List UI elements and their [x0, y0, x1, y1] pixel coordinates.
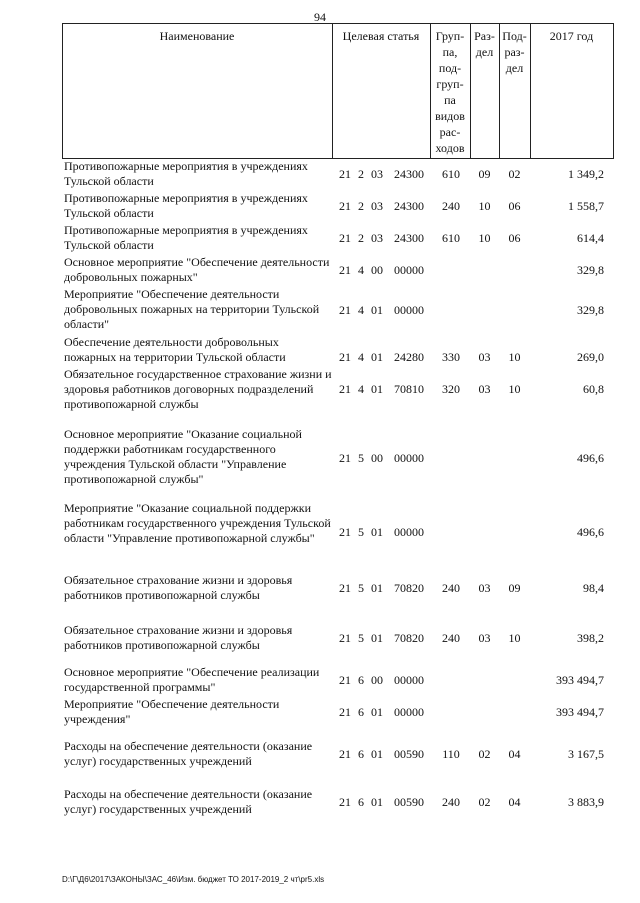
- code-program: 21: [339, 167, 351, 181]
- header-line: Раз-: [474, 29, 495, 43]
- code-direction: 00000: [394, 451, 424, 465]
- row-name: Основное мероприятие "Оказание социальной поддержки работникам государственного учреждения Тульской области "Управление противопожарной службы": [64, 427, 302, 486]
- row-name: Мероприятие "Обеспечение деятельности учреждения": [64, 697, 280, 726]
- code-event: 03: [371, 199, 383, 213]
- section: 03: [478, 581, 491, 595]
- row-name: Основное мероприятие "Обеспечение реализации государственной программы": [64, 665, 320, 694]
- section: 10: [478, 231, 491, 245]
- code-program: 21: [339, 795, 351, 809]
- code-direction: 00000: [394, 525, 424, 539]
- subsection: 06: [508, 231, 521, 245]
- code-program: 21: [339, 451, 351, 465]
- code-program: 21: [339, 199, 351, 213]
- code-event: 01: [371, 747, 383, 761]
- code-event: 01: [371, 795, 383, 809]
- code-program: 21: [339, 705, 351, 719]
- section: 03: [478, 382, 491, 396]
- code-direction: 24280: [394, 350, 424, 364]
- page-number: 94: [314, 10, 326, 24]
- row-name: Обязательное страхование жизни и здоровья работников противопожарной службы: [64, 623, 293, 652]
- section: 02: [478, 795, 491, 809]
- code-program: 21: [339, 581, 351, 595]
- code-subprogram: 5: [358, 525, 364, 539]
- code-event: 00: [371, 673, 383, 687]
- code-event: 03: [371, 167, 383, 181]
- code-program: 21: [339, 303, 351, 317]
- header-line: па: [444, 93, 456, 107]
- row-name: Расходы на обеспечение деятельности (оказание услуг) государственных учреждений: [64, 787, 313, 816]
- subsection: 10: [508, 631, 521, 645]
- table-row: [62, 573, 614, 603]
- subsection: 09: [508, 581, 521, 595]
- budget-table: [62, 23, 614, 816]
- header-group: [430, 28, 470, 156]
- subsection: 04: [508, 795, 521, 809]
- code-event: 01: [371, 631, 383, 645]
- code-direction: 70810: [394, 382, 424, 396]
- table-row: [62, 665, 614, 695]
- amount-2017: 496,6: [577, 525, 604, 539]
- section: 02: [478, 747, 491, 761]
- expense-group: 240: [442, 199, 460, 213]
- amount-2017: 393 494,7: [556, 705, 604, 719]
- expense-group: 240: [442, 581, 460, 595]
- table-row: [62, 191, 614, 221]
- header-line: Груп-: [435, 29, 465, 43]
- row-name: Обязательное страхование жизни и здоровья работников противопожарной службы: [64, 573, 293, 602]
- code-event: 01: [371, 525, 383, 539]
- header-line: видов: [435, 109, 465, 123]
- code-program: 21: [339, 747, 351, 761]
- header-line: ходов: [435, 141, 465, 155]
- table-row: [62, 223, 614, 253]
- amount-2017: 1 558,7: [568, 199, 604, 213]
- amount-2017: 1 349,2: [568, 167, 604, 181]
- header-target: Целевая статья: [342, 29, 420, 43]
- code-event: 01: [371, 303, 383, 317]
- header-name: Наименование: [159, 29, 235, 43]
- code-direction: 00000: [394, 263, 424, 277]
- code-program: 21: [339, 673, 351, 687]
- expense-group: 610: [442, 167, 460, 181]
- table-row: [62, 367, 614, 413]
- header-line: дел: [505, 61, 524, 75]
- footer-path: D:\Г\Д6\2017\ЗАКОНЫ\ЗАС_46\Изм. бюджет ТО 2017-2019_2 чт\pr5.xls: [62, 875, 325, 884]
- section: 10: [478, 199, 491, 213]
- amount-2017: 496,6: [577, 451, 604, 465]
- code-event: 00: [371, 263, 383, 277]
- code-event: 01: [371, 581, 383, 595]
- code-subprogram: 4: [358, 382, 364, 396]
- code-subprogram: 4: [358, 350, 364, 364]
- header-section: [470, 28, 499, 60]
- header-line: раз-: [504, 45, 525, 59]
- code-direction: 00000: [394, 673, 424, 687]
- code-subprogram: 2: [358, 231, 364, 245]
- row-name: Обязательное государственное страхование жизни и здоровья работников договорных подразделений противопожарной службы: [64, 367, 332, 411]
- code-event: 01: [371, 382, 383, 396]
- section: 03: [478, 631, 491, 645]
- code-subprogram: 6: [358, 795, 364, 809]
- code-subprogram: 5: [358, 581, 364, 595]
- row-name: Противопожарные мероприятия в учреждениях Тульской области: [64, 191, 308, 220]
- row-name: Мероприятие "Обеспечение деятельности добровольных пожарных на территории Тульской области": [64, 287, 320, 331]
- code-program: 21: [339, 231, 351, 245]
- subsection: 10: [508, 350, 521, 364]
- section: 09: [478, 167, 491, 181]
- code-subprogram: 6: [358, 705, 364, 719]
- expense-group: 110: [442, 747, 460, 761]
- code-direction: 00590: [394, 747, 424, 761]
- expense-group: 320: [442, 382, 460, 396]
- code-subprogram: 5: [358, 451, 364, 465]
- code-subprogram: 5: [358, 631, 364, 645]
- amount-2017: 3 883,9: [568, 795, 604, 809]
- table-row: [62, 501, 614, 563]
- amount-2017: 329,8: [577, 303, 604, 317]
- row-name: Мероприятие "Оказание социальной поддержки работникам государственного учреждения Тульской области "Управление противопожарной службы": [64, 501, 331, 545]
- expense-group: 610: [442, 231, 460, 245]
- code-subprogram: 4: [358, 303, 364, 317]
- code-subprogram: 6: [358, 673, 364, 687]
- amount-2017: 269,0: [577, 350, 604, 364]
- code-direction: 70820: [394, 631, 424, 645]
- code-direction: 00590: [394, 795, 424, 809]
- amount-2017: 329,8: [577, 263, 604, 277]
- code-subprogram: 4: [358, 263, 364, 277]
- table-header: [62, 23, 614, 159]
- header-line: под-: [438, 61, 462, 75]
- subsection: 10: [508, 382, 521, 396]
- code-program: 21: [339, 382, 351, 396]
- table-row: [62, 623, 614, 653]
- amount-2017: 3 167,5: [568, 747, 604, 761]
- header-line: дел: [475, 45, 494, 59]
- table-row: [62, 697, 614, 727]
- code-program: 21: [339, 350, 351, 364]
- row-name: Основное мероприятие "Обеспечение деятельности добровольных пожарных": [64, 255, 330, 284]
- code-direction: 00000: [394, 705, 424, 719]
- row-name: Обеспечение деятельности добровольных пожарных на территории Тульской области: [64, 335, 286, 364]
- code-direction: 24300: [394, 199, 424, 213]
- subsection: 02: [508, 167, 521, 181]
- code-subprogram: 2: [358, 167, 364, 181]
- code-direction: 24300: [394, 167, 424, 181]
- header-line: па,: [442, 45, 458, 59]
- header-line: рас-: [439, 125, 461, 139]
- amount-2017: 98,4: [583, 581, 604, 595]
- amount-2017: 393 494,7: [556, 673, 604, 687]
- amount-2017: 60,8: [583, 382, 604, 396]
- expense-group: 240: [442, 795, 460, 809]
- table-row: [62, 427, 614, 489]
- row-name: Противопожарные мероприятия в учреждениях Тульской области: [64, 223, 308, 252]
- subsection: 04: [508, 747, 521, 761]
- code-program: 21: [339, 525, 351, 539]
- expense-group: 240: [442, 631, 460, 645]
- code-program: 21: [339, 263, 351, 277]
- header-year: 2017 год: [549, 29, 594, 43]
- header-subsection: [499, 28, 530, 76]
- row-name: Расходы на обеспечение деятельности (оказание услуг) государственных учреждений: [64, 739, 313, 768]
- code-program: 21: [339, 631, 351, 645]
- code-event: 00: [371, 451, 383, 465]
- expense-group: 330: [442, 350, 460, 364]
- code-direction: 24300: [394, 231, 424, 245]
- code-event: 03: [371, 231, 383, 245]
- code-event: 01: [371, 705, 383, 719]
- code-subprogram: 2: [358, 199, 364, 213]
- row-name: Противопожарные мероприятия в учреждениях Тульской области: [64, 159, 308, 188]
- code-event: 01: [371, 350, 383, 364]
- code-direction: 70820: [394, 581, 424, 595]
- subsection: 06: [508, 199, 521, 213]
- header-line: Под-: [502, 29, 527, 43]
- table-row: [62, 255, 614, 285]
- table-row: [62, 159, 614, 189]
- amount-2017: 614,4: [577, 231, 604, 245]
- header-line: груп-: [436, 77, 464, 91]
- table-row: [62, 739, 614, 769]
- code-direction: 00000: [394, 303, 424, 317]
- code-subprogram: 6: [358, 747, 364, 761]
- table-row: [62, 287, 614, 333]
- table-row: [62, 335, 614, 365]
- section: 03: [478, 350, 491, 364]
- table-row: [62, 787, 614, 817]
- amount-2017: 398,2: [577, 631, 604, 645]
